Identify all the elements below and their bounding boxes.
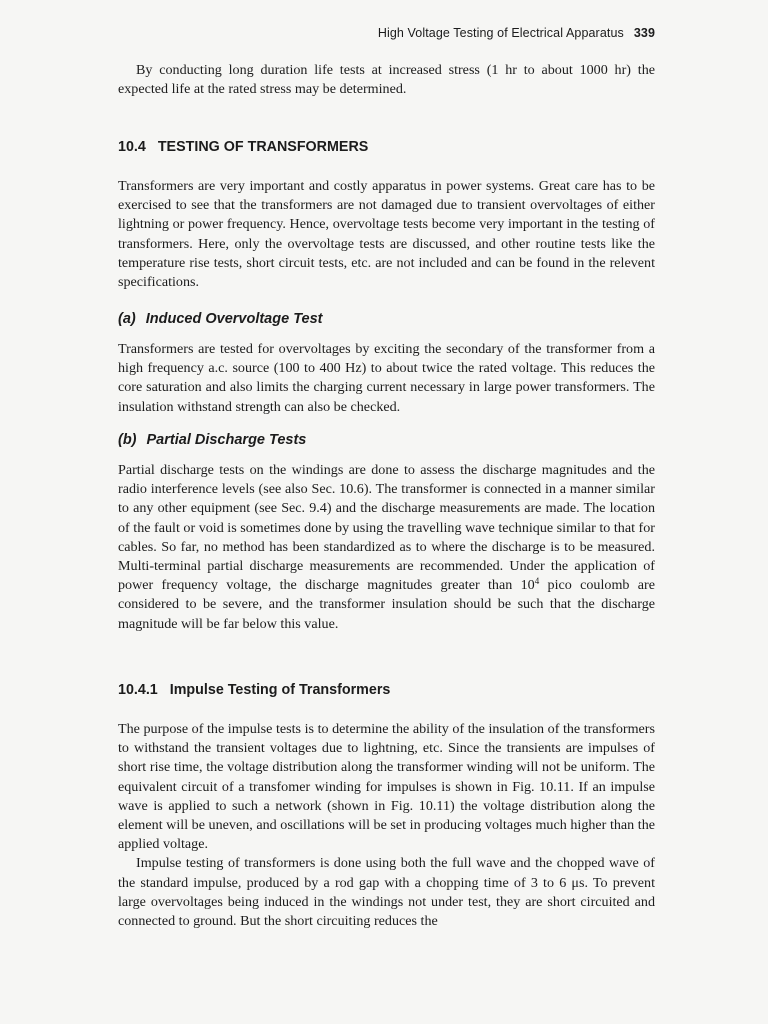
- subsection-b-label: (b): [118, 432, 137, 448]
- subsection-b-heading: [118, 432, 655, 448]
- running-head: [118, 26, 655, 40]
- section-10-4-heading: [118, 139, 655, 155]
- subsection-a-label: (a): [118, 311, 136, 327]
- intro-paragraph: By conducting long duration life tests at increased stress (1 hr to about 1000 hr) the expected life at the rated stress may be determined.: [118, 62, 655, 98]
- running-head-title: High Voltage Testing of Electrical Apparatus: [377, 26, 624, 40]
- section-10-4-body: [118, 177, 655, 292]
- subsection-b-body: [118, 461, 655, 634]
- section-number: 10.4: [118, 139, 146, 155]
- impulse-paragraph-2: Impulse testing of transformers is done using both the full wave and the chopped wave of the standard impulse, produced by a rod gap with a chopping time of 3 to 6 μs. To prevent large overvoltages being induced in the windings not under test, they are short circuited and connected to ground. But the short circuiting reduces the: [118, 855, 655, 930]
- subsection-b-title: Partial Discharge Tests: [146, 432, 307, 448]
- subsection-b-text-1: Partial discharge tests on the windings are done to assess the discharge magnitudes and the radio interference levels (see also Sec. 10.6). The transformer is connected in a manner similar to any other equipment (see Sec. 9.4) and the discharge measurements are made. The location of the fault or void is sometimes done by using the travelling wave technique similar to that for cables. So far, no method has been standardized as to where the discharge is to be measured. Multi-terminal partial discharge measurements are recommended. Under the application of power frequency voltage, the discharge magnitudes greater than 10: [118, 462, 655, 594]
- impulse-paragraph-1: The purpose of the impulse tests is to determine the ability of the insulation of the transformers to withstand the transient voltages due to lightning, etc. Since the transients are impulses of short rise time, the voltage distribution along the transformer winding will not be uniform. The equivalent circuit of a transfomer winding for impulses is shown in Fig. 10.11. If an impulse wave is applied to such a network (shown in Fig. 10.11) the voltage distribution along the element will be uneven, and oscillations will be set in producing voltages much higher than the applied voltage.: [118, 721, 655, 853]
- section-10-4-1-heading: [118, 682, 655, 698]
- section-title: TESTING OF TRANSFORMERS: [157, 139, 369, 155]
- section-10-4-paragraph: Transformers are very important and costly apparatus in power systems. Great care has to be exercised to see that the transformers are not damaged due to transient overvoltages of either lightning or power frequency. Hence, overvoltage tests become very important in the testing of transformers. Here, only the overvoltage tests are discussed, and other routine tests like the temperature rise tests, short circuit tests, etc. are not included and can be found in the relevent specifications.: [118, 178, 655, 291]
- subsection-b-text-2: pico coulomb are considered to be severe, and the transformer insulation should be such that the discharge magnitude will be far below this value.: [118, 577, 655, 632]
- section-10-4-1-body: [118, 720, 655, 931]
- subsection-title: Impulse Testing of Transformers: [169, 682, 391, 698]
- page-number: 339: [633, 26, 655, 40]
- subsection-a-body: [118, 340, 655, 417]
- subsection-number: 10.4.1: [118, 682, 158, 698]
- intro-block: [118, 61, 655, 99]
- subsection-b-paragraph: [118, 461, 655, 634]
- subsection-a-paragraph: Transformers are tested for overvoltages by exciting the secondary of the transformer from a high frequency a.c. source (100 to 400 Hz) to about twice the rated voltage. This reduces the core saturation and also limits the charging current necessary in large power transformers. The insulation withstand strength can also be checked.: [118, 341, 655, 415]
- exponent: 4: [534, 576, 540, 587]
- subsection-a-heading: [118, 311, 655, 327]
- subsection-a-title: Induced Overvoltage Test: [145, 311, 323, 327]
